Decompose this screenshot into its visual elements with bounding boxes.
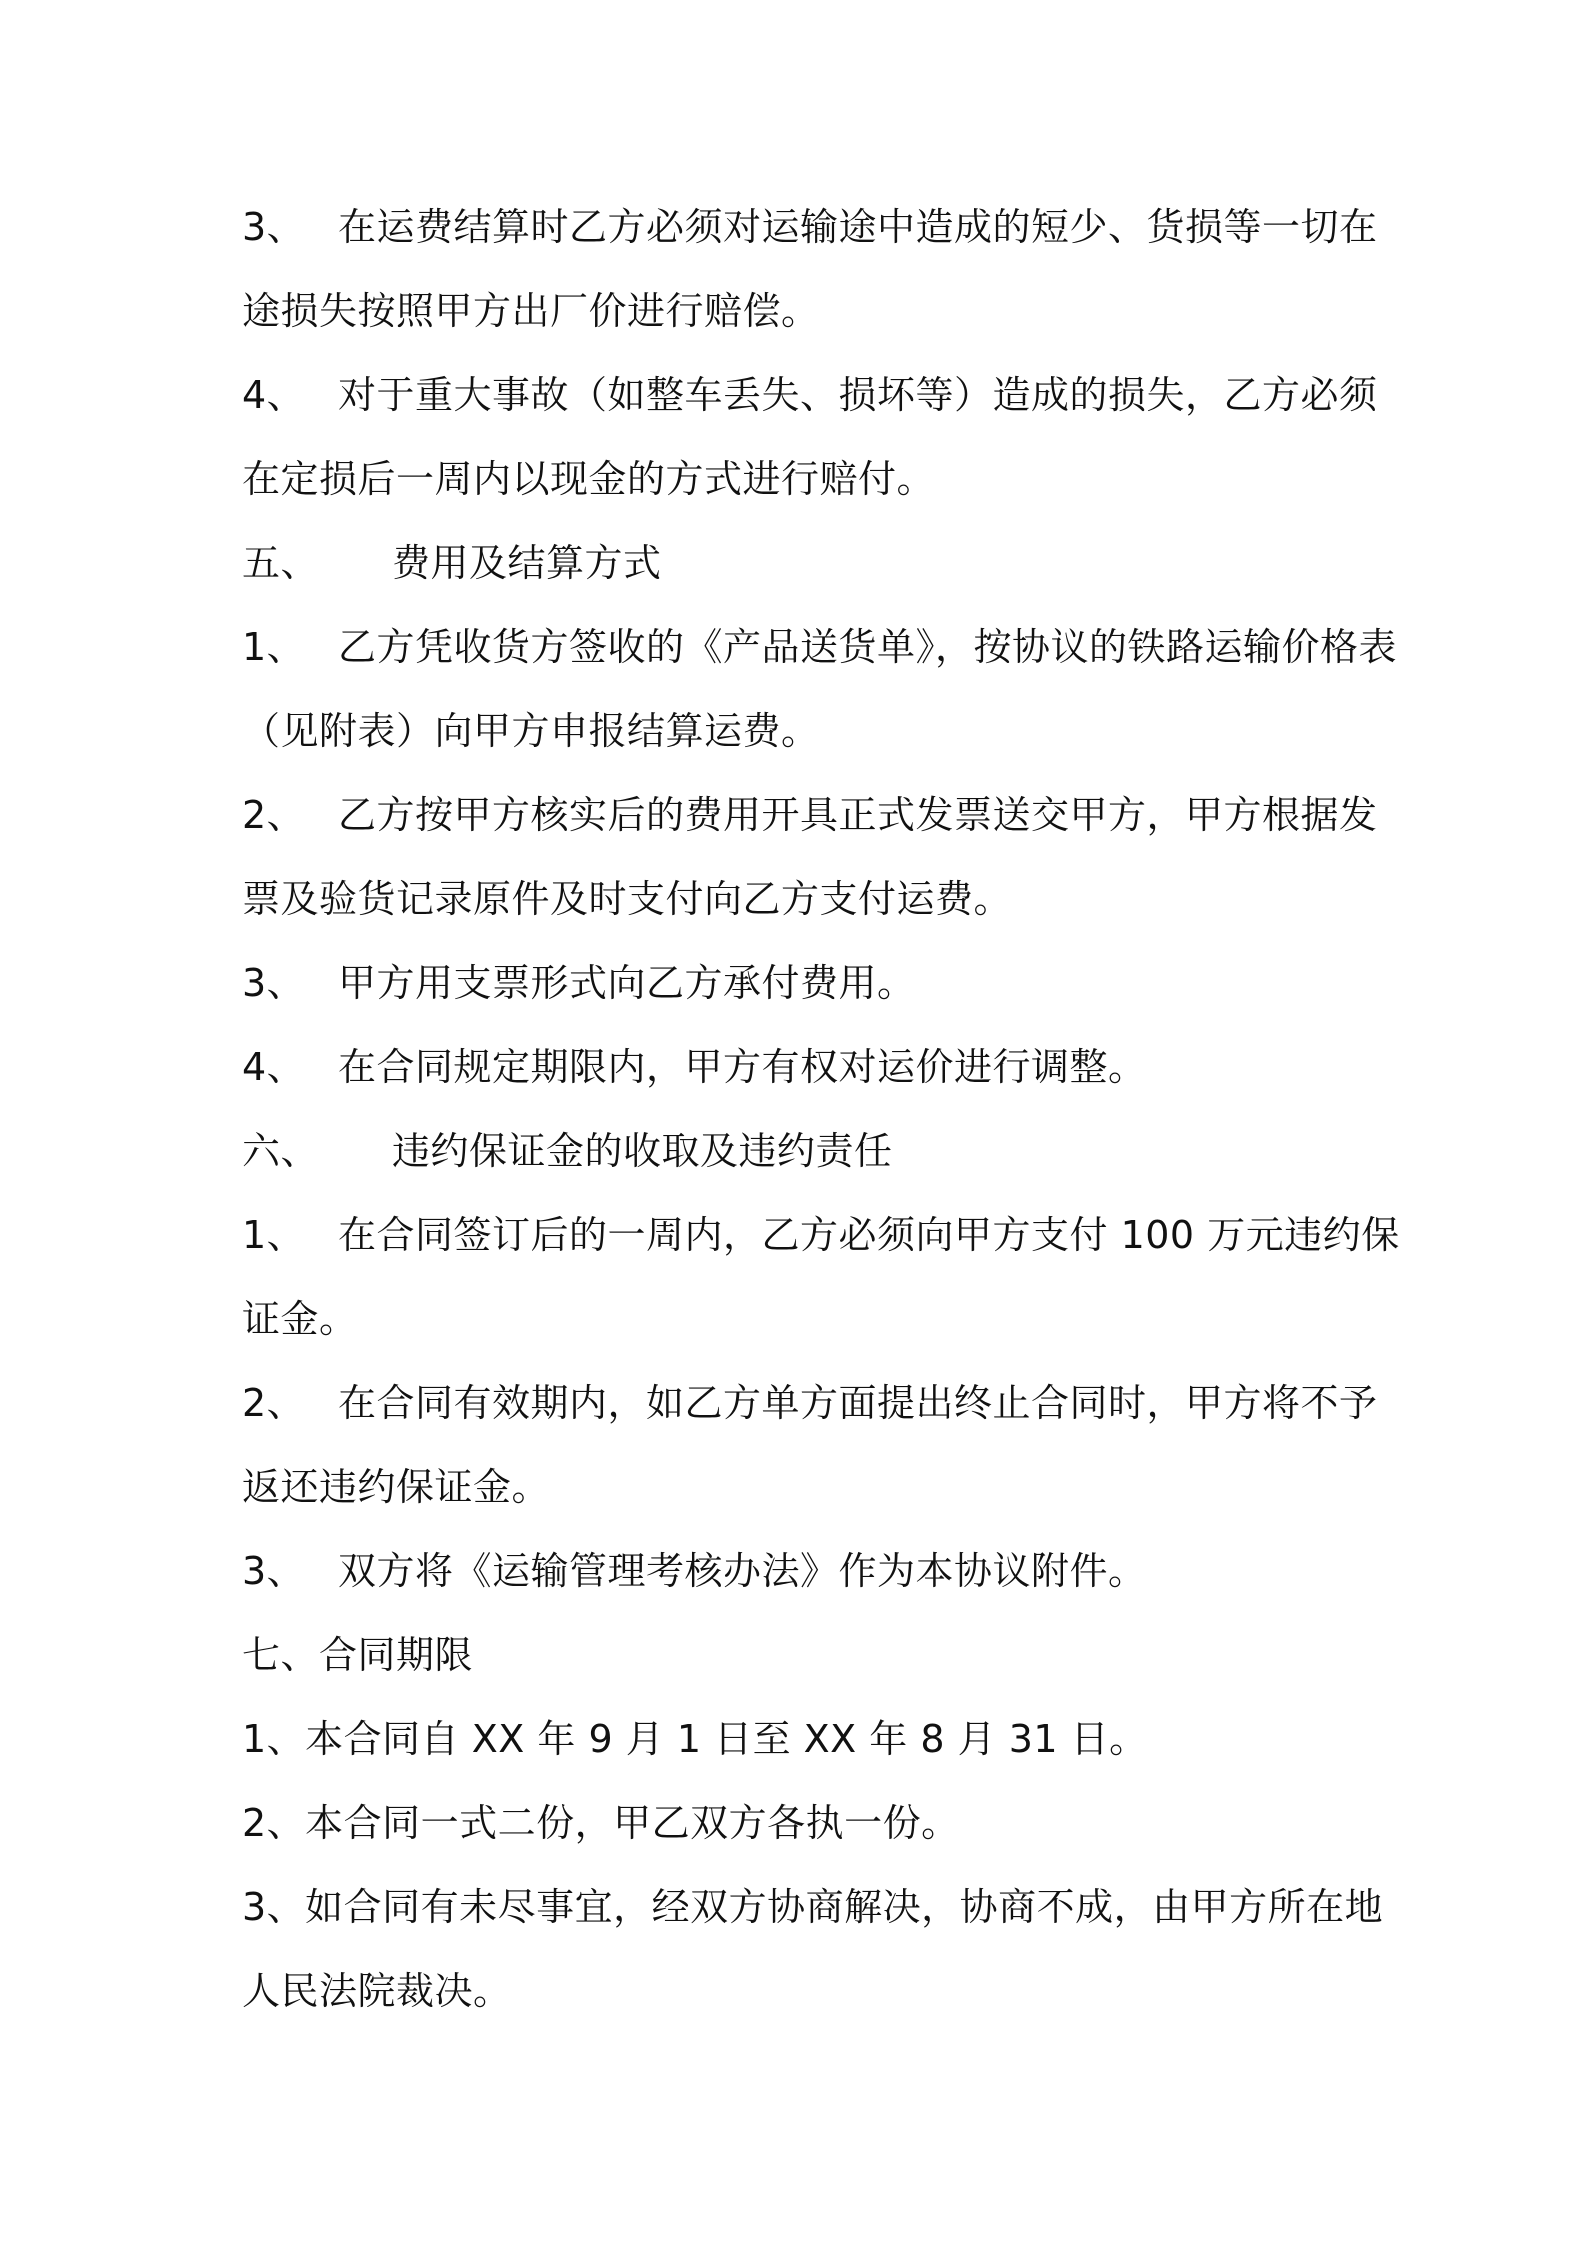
clause-text: 对于重大事故（如整车丢失、损坏等）造成的损失，乙方必须 xyxy=(338,373,1378,417)
section-title: 违约保证金的收取及违约责任 xyxy=(392,1129,893,1173)
clause-6-2-line-1 xyxy=(242,1373,1378,1433)
clause-4-line-2: 在定损后一周内以现金的方式进行赔付。 xyxy=(242,457,936,501)
section-number: 六、 xyxy=(242,1129,320,1173)
clause-text: 乙方按甲方核实后的费用开具正式发票送交甲方，甲方根据发 xyxy=(338,793,1378,837)
clause-number: 4、 xyxy=(242,1045,306,1089)
clause-number: 4、 xyxy=(242,373,306,417)
clause-text: 在合同有效期内，如乙方单方面提出终止合同时，甲方将不予 xyxy=(338,1381,1378,1425)
clause-7-3-line-1: 3、如合同有未尽事宜，经双方协商解决，协商不成，由甲方所在地 xyxy=(242,1885,1384,1929)
clause-number: 3、 xyxy=(242,1549,306,1593)
clause-5-4 xyxy=(242,1037,1362,1097)
clause-7-2: 2、本合同一式二份，甲乙双方各执一份。 xyxy=(242,1801,960,1845)
clause-text: 在合同签订后的一周内，乙方必须向甲方支付 100 万元违约保 xyxy=(338,1213,1400,1257)
section-number: 五、 xyxy=(242,541,320,585)
clause-number: 2、 xyxy=(242,1381,306,1425)
clause-6-1-line-2: 证金。 xyxy=(242,1297,358,1341)
clause-3-line-1 xyxy=(242,197,1378,257)
clause-text: 甲方用支票形式向乙方承付费用。 xyxy=(338,961,916,1005)
clause-7-3-line-2: 人民法院裁决。 xyxy=(242,1969,512,2013)
clause-text: 乙方凭收货方签收的《产品送货单》，按协议的铁路运输价格表 xyxy=(338,625,1398,669)
clause-text: 在运费结算时乙方必须对运输途中造成的短少、货损等一切在 xyxy=(338,205,1378,249)
clause-6-2-line-2: 返还违约保证金。 xyxy=(242,1465,551,1509)
section-title: 费用及结算方式 xyxy=(392,541,662,585)
clause-number: 2、 xyxy=(242,793,306,837)
clause-number: 1、 xyxy=(242,1213,306,1257)
clause-6-1-line-1 xyxy=(242,1205,1400,1265)
clause-number: 3、 xyxy=(242,205,306,249)
clause-7-1: 1、本合同自 XX 年 9 月 1 日至 XX 年 8 月 31 日。 xyxy=(242,1717,1148,1761)
clause-number: 1、 xyxy=(242,625,306,669)
clause-5-3 xyxy=(242,953,1362,1013)
clause-6-3 xyxy=(242,1541,1362,1601)
section-5-heading xyxy=(242,533,1362,593)
section-6-heading xyxy=(242,1121,1362,1181)
clause-number: 3、 xyxy=(242,961,306,1005)
section-7-heading: 七、合同期限 xyxy=(242,1633,474,1677)
clause-text: 在合同规定期限内，甲方有权对运价进行调整。 xyxy=(338,1045,1147,1089)
clause-4-line-1 xyxy=(242,365,1378,425)
clause-5-1-line-1 xyxy=(242,617,1398,677)
clause-3-line-2: 途损失按照甲方出厂价进行赔偿。 xyxy=(242,289,820,333)
clause-5-2-line-2: 票及验货记录原件及时支付向乙方支付运费。 xyxy=(242,877,1013,921)
clause-text: 双方将《运输管理考核办法》作为本协议附件。 xyxy=(338,1549,1147,1593)
clause-5-2-line-1 xyxy=(242,785,1378,845)
clause-5-1-line-2: （见附表）向甲方申报结算运费。 xyxy=(242,709,820,753)
